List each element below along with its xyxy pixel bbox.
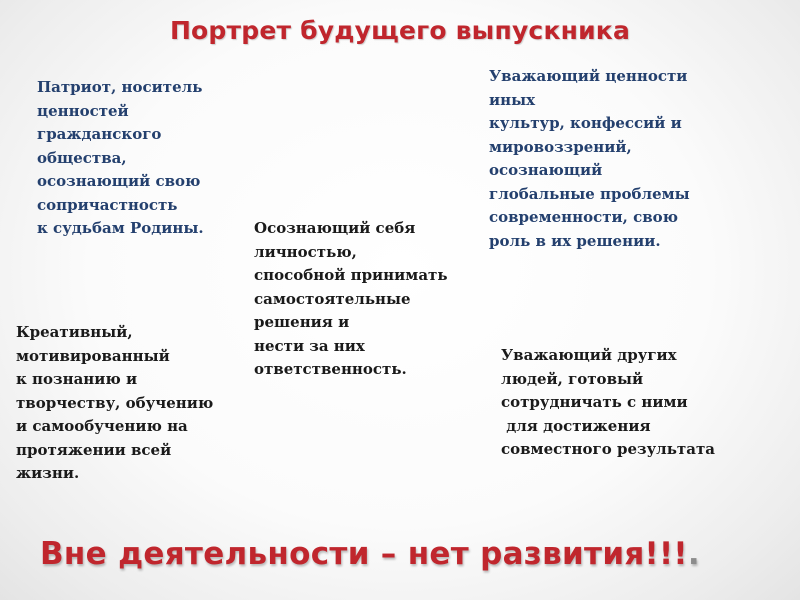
slogan-trailing-dot: . [687,536,700,572]
respect-people-text-block: Уважающий других людей, готовый сотрудничать с ними для достижения совместного результата [501,346,715,458]
slide-title: Портрет будущего выпускника [169,16,631,45]
patriot-text-block: Патриот, носитель ценностей гражданского общества, осознающий свою сопричастность к судьбам Родины. [37,78,204,237]
personality-text-block: Осознающий себя личностью, способной принимать самостоятельные решения и нести за них ответственность. [254,219,448,378]
respect-cultures-text-block: Уважающий ценности иных культур, конфессий и мировоззрений, осознающий глобальные проблемы современности, свою роль в их решении. [489,67,690,250]
slogan [40,536,700,572]
slogan-text: Вне деятельности – нет развития!!! [40,536,688,572]
creative-text-block: Креативный, мотивированный к познанию и творчеству, обучению и самообучению на протяжении всей жизни. [16,323,214,482]
